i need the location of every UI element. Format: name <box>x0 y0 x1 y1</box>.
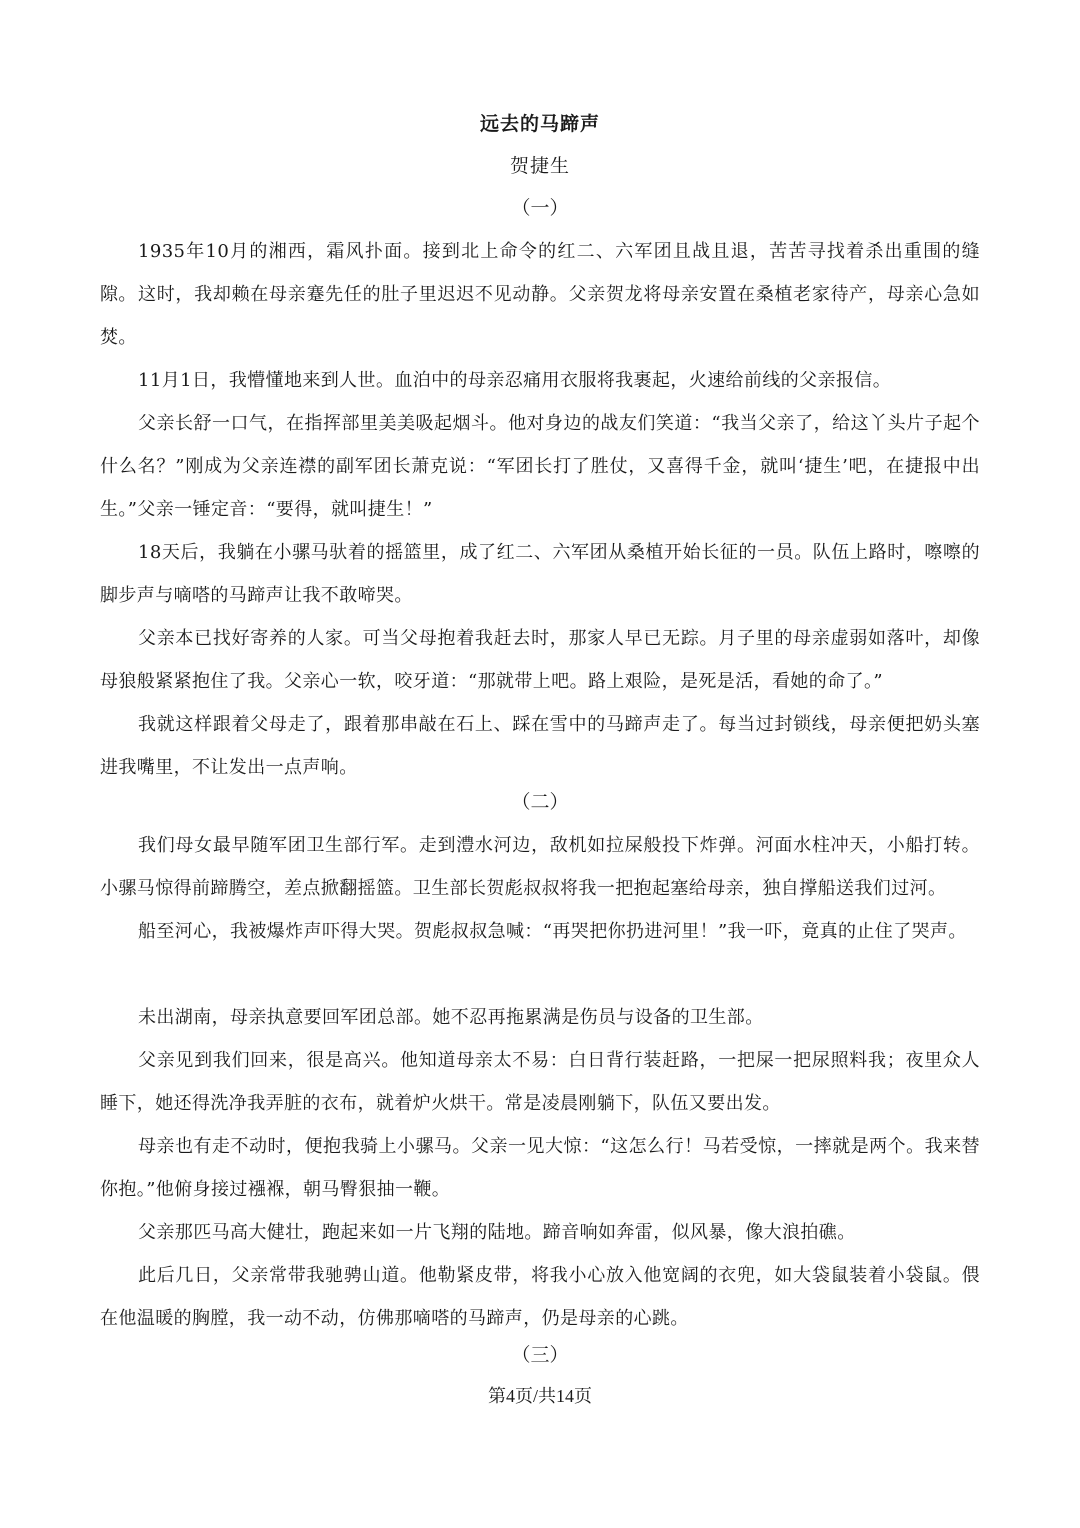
paragraph: 我就这样跟着父母走了，跟着那串敲在石上、踩在雪中的马蹄声走了。每当过封锁线，母亲便把奶头塞进我嘴里，不让发出一点声响。 <box>100 714 980 778</box>
paragraph: 我们母女最早随军团卫生部行军。走到澧水河边，敌机如拉屎般投下炸弹。河面水柱冲天，小船打转。小骡马惊得前蹄腾空，差点掀翻摇篮。卫生部长贺彪叔叔将我一把抱起塞给母亲，独自撑船送我们过河。 <box>100 835 980 899</box>
paragraph: 此后几日，父亲常带我驰骋山道。他勒紧皮带，将我小心放入他宽阔的衣兜，如大袋鼠装着小袋鼠。偎在他温暖的胸膛，我一动不动，仿佛那嘀嗒的马蹄声，仍是母亲的心跳。 <box>100 1265 980 1329</box>
paragraph: 船至河心，我被爆炸声吓得大哭。贺彪叔叔急喊：“再哭把你扔进河里！”我一吓，竟真的止住了哭声。 <box>138 921 967 942</box>
paragraph: 父亲本已找好寄养的人家。可当父母抱着我赶去时，那家人早已无踪。月子里的母亲虚弱如落叶，却像母狼般紧紧抱住了我。父亲心一软，咬牙道：“那就带上吧。路上艰险，是死是活，看她的命了。” <box>100 628 980 692</box>
paragraph: 1935年10月的湘西，霜风扑面。接到北上命令的红二、六军团且战且退，苦苦寻找着杀出重围的缝隙。 <box>100 241 980 305</box>
section-heading-3: （三） <box>511 1344 569 1366</box>
article-title: 远去的马蹄声 <box>479 113 600 135</box>
page-number-footer: 第4页/共14页 <box>487 1386 592 1406</box>
paragraph: 父亲那匹马高大健壮，跑起来如一片飞翔的陆地。蹄音响如奔雷，似风暴，像大浪拍礁。 <box>138 1222 856 1243</box>
section-heading-2: （二） <box>511 791 569 813</box>
paragraph: 父亲见到我们回来，很是高兴。他知道母亲太不易：白日背行装赶路，一把屎一把尿照料我；夜里众人睡下，她还得洗净我弄脏的衣布，就着炉火烘干。常是凌晨刚躺下，队伍又要出发。 <box>100 1050 980 1114</box>
paragraph: 18天后，我躺在小骡马驮着的摇篮里，成了红二、六军团从桑植开始长征的一员。队伍上路时，嚓嚓的脚步声与嘀嗒的马蹄声让我不敢啼哭。 <box>100 542 980 606</box>
paragraph: 这时，我却赖在母亲蹇先任的肚子里迟迟不见动静。父亲贺龙将母亲安置在桑植老家待产，母亲心急如焚。 <box>100 284 980 348</box>
paragraph: 11月1日，我懵懂地来到人世。血泊中的母亲忍痛用衣服将我裹起，火速给前线的父亲报信。 <box>138 370 892 391</box>
paragraph: 母亲也有走不动时，便抱我骑上小骡马。父亲一见大惊：“这怎么行！马若受惊，一摔就是两个。我来替你抱。”他俯身接过襁褓，朝马臀狠抽一鞭。 <box>100 1136 980 1200</box>
paragraph: 未出湖南，母亲执意要回军团总部。她不忍再拖累满是伤员与设备的卫生部。 <box>138 1007 764 1028</box>
article-author: 贺捷生 <box>509 155 570 177</box>
section-heading-1: （一） <box>511 197 569 219</box>
paragraph: 父亲长舒一口气，在指挥部里美美吸起烟斗。他对身边的战友们笑道：“我当父亲了，给这丫头片子起个什么名？”刚成为父亲连襟的副军团长萧克说：“军团长打了胜仗，又喜得千金，就叫‘捷生’吧，在捷报中出生。”父亲一锤定音：“要得，就叫捷生！” <box>100 413 980 520</box>
